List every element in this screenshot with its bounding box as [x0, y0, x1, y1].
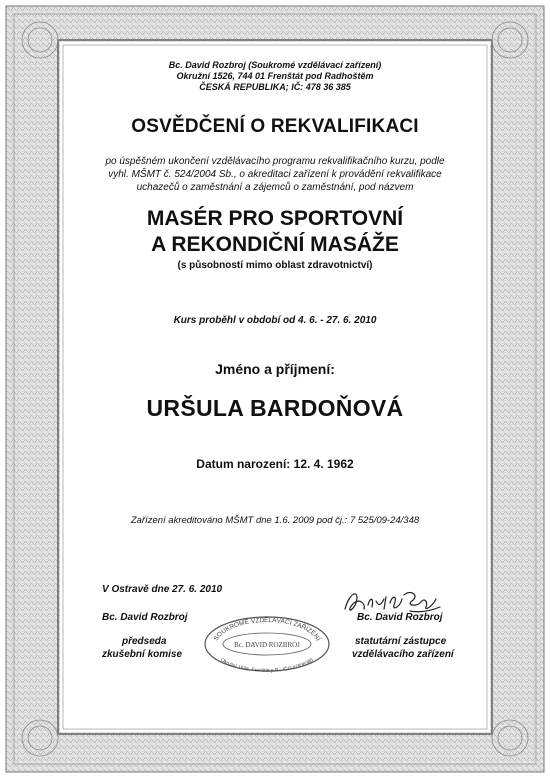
- course-title-line-2: A REKONDIČNÍ MASÁŽE: [151, 233, 399, 256]
- intro-line-2: vyhl. MŠMT č. 524/2004 Sb., o akreditaci zařízení k provádění rekvalifikace: [108, 169, 442, 180]
- certificate-title: OSVĚDČENÍ O REKVALIFIKACI: [131, 116, 419, 137]
- birth-date: Datum narození: 12. 4. 1962: [196, 457, 354, 471]
- intro-line-3: uchazečů o zaměstnání a zájemců o zaměstnání, pod názvem: [136, 182, 414, 193]
- course-title-line-1: MASÉR PRO SPORTOVNÍ: [146, 207, 404, 230]
- svg-text:Okružní 1526, Frenštát p.R., I: [219, 657, 315, 674]
- issuer-line-3: ČESKÁ REPUBLIKA; IČ: 478 36 385: [199, 82, 351, 92]
- left-signatory-name: Bc. David Rozbroj: [102, 612, 188, 623]
- issuer-line-1: Bc. David Rozbroj (Soukromé vzdělávací zařízení): [168, 60, 382, 70]
- course-period: Kurs proběhl v období od 4. 6. - 27. 6. 2010: [173, 315, 377, 326]
- right-signatory-role-2: vzdělávacího zařízení: [352, 649, 454, 660]
- course-note: (s působností mimo oblast zdravotnictví): [177, 260, 373, 271]
- place-date: V Ostravě dne 27. 6. 2010: [102, 584, 223, 595]
- intro-line-1: po úspěšném ukončení vzdělávacího programu rekvalifikačního kurzu, podle: [105, 156, 445, 167]
- right-signatory-role-1: statutární zástupce: [355, 636, 447, 647]
- stamp-middle-text: Bc. DAVID ROZBROJ: [234, 641, 300, 649]
- left-signatory-role-1: předseda: [122, 636, 167, 647]
- stamp-top-text: SOUKROMÉ VZDĚLÁVACÍ ZAŘÍZENÍ: [212, 616, 322, 643]
- accreditation-note: Zařízení akreditováno MŠMT dne 1.6. 2009 pod čj.: 7 525/09-24/348: [130, 515, 420, 526]
- recipient-name: URŠULA BARDOŇOVÁ: [146, 395, 404, 421]
- name-label: Jméno a příjmení:: [215, 361, 335, 377]
- issuer-line-2: Okružní 1526, 744 01 Frenštát pod Radhoštěm: [176, 71, 374, 81]
- institution-stamp: [202, 614, 332, 674]
- stamp-bottom-text: Okružní 1526, Frenštát p.R., IČO:47836385: [219, 657, 315, 674]
- left-signatory-role-2: zkušební komise: [102, 649, 183, 660]
- right-signatory-name: Bc. David Rozbroj: [357, 612, 443, 623]
